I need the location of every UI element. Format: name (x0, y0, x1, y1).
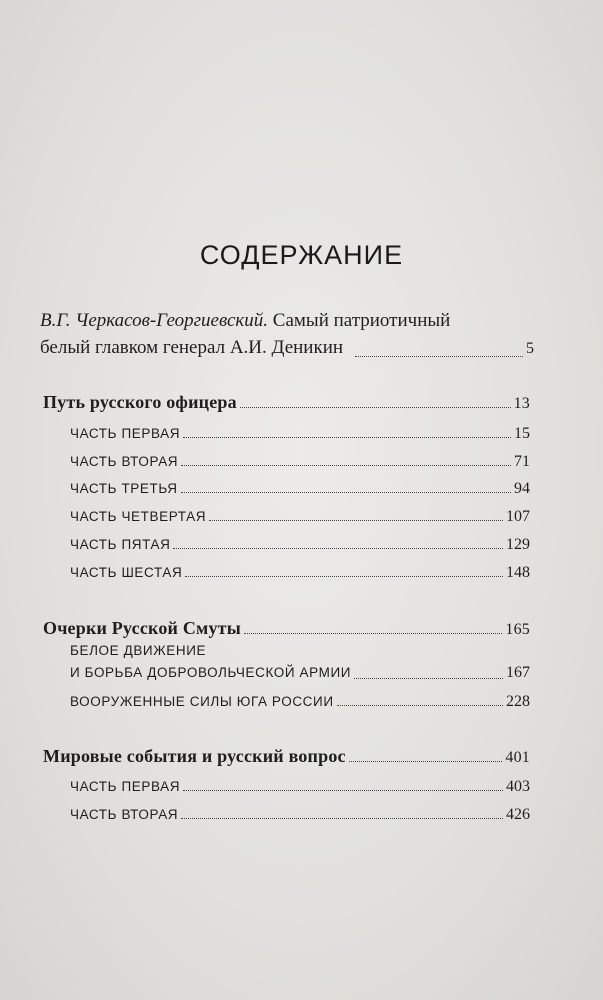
toc-item-label: ЧАСТЬ ШЕСТАЯ (70, 565, 183, 580)
toc-item (70, 453, 530, 471)
toc-item (70, 693, 530, 711)
toc-item-page: 15 (514, 425, 530, 442)
toc-item (70, 536, 530, 554)
toc-item-label: ЧАСТЬ ПЯТАЯ (70, 537, 171, 552)
toc-item-label: ЧАСТЬ ПЕРВАЯ (70, 779, 181, 794)
section-title: Очерки Русской Смуты (43, 618, 241, 638)
leader-dots (244, 632, 502, 634)
leader-dots (173, 547, 503, 549)
section-1 (43, 392, 530, 413)
leader-dots (181, 491, 511, 493)
toc-item (70, 778, 530, 796)
toc-item-page: 94 (514, 480, 530, 497)
toc-item (70, 806, 530, 824)
toc-item (70, 640, 530, 684)
leader-dots (209, 519, 503, 521)
leader-dots (181, 817, 503, 819)
section-title: Мировые события и русский вопрос (43, 746, 346, 766)
section-3 (43, 746, 530, 767)
leader-dots (185, 575, 503, 577)
toc-item-page: 403 (506, 778, 530, 795)
toc-item (70, 564, 530, 582)
section-page: 401 (505, 749, 530, 766)
toc-item-label: ЧАСТЬ ПЕРВАЯ (70, 426, 181, 441)
page-title: СОДЕРЖАНИЕ (199, 240, 404, 270)
toc-item-label: ЧАСТЬ ВТОРАЯ (70, 454, 179, 469)
toc-item (70, 508, 530, 526)
toc-item-page: 426 (506, 806, 530, 823)
leader-dots (355, 355, 523, 357)
toc-item-page: 129 (506, 536, 530, 553)
intro-page: 5 (526, 340, 534, 357)
intro-author: В.Г. Черкасов-Георгиевский. (40, 310, 269, 331)
section-2 (43, 618, 530, 639)
toc-item-label: ЧАСТЬ ТРЕТЬЯ (70, 481, 178, 496)
leader-dots (183, 789, 503, 791)
toc-item-label: ВООРУЖЕННЫЕ СИЛЫ ЮГА РОССИИ (70, 694, 334, 709)
leader-dots (183, 436, 511, 438)
toc-item-label: ЧАСТЬ ВТОРАЯ (70, 807, 179, 822)
toc-item-page: 167 (506, 664, 530, 681)
leader-dots (337, 704, 503, 706)
toc-item (70, 425, 530, 443)
intro-entry (40, 307, 534, 362)
toc-item-page: 71 (514, 453, 530, 470)
toc-item-label: И БОРЬБА ДОБРОВОЛЬЧЕСКОЙ АРМИИ (70, 665, 352, 680)
toc-item-page: 107 (506, 508, 530, 525)
section-title: Путь русского офицера (43, 392, 237, 412)
intro-title-line1: Самый патриотичный (272, 310, 451, 331)
leader-dots (181, 464, 511, 466)
toc-item-page: 228 (506, 693, 530, 710)
toc-item-page: 148 (506, 564, 530, 581)
toc-item-label: ЧАСТЬ ЧЕТВЕРТАЯ (70, 509, 207, 524)
leader-dots (349, 760, 503, 762)
section-page: 165 (505, 621, 530, 638)
toc-item (70, 480, 530, 498)
leader-dots (354, 677, 503, 679)
leader-dots (240, 406, 511, 408)
section-page: 13 (513, 395, 530, 412)
toc-item-label-line1: БЕЛОЕ ДВИЖЕНИЕ (70, 643, 207, 658)
intro-title-line2: белый главком генерал А.И. Деникин (40, 337, 344, 358)
